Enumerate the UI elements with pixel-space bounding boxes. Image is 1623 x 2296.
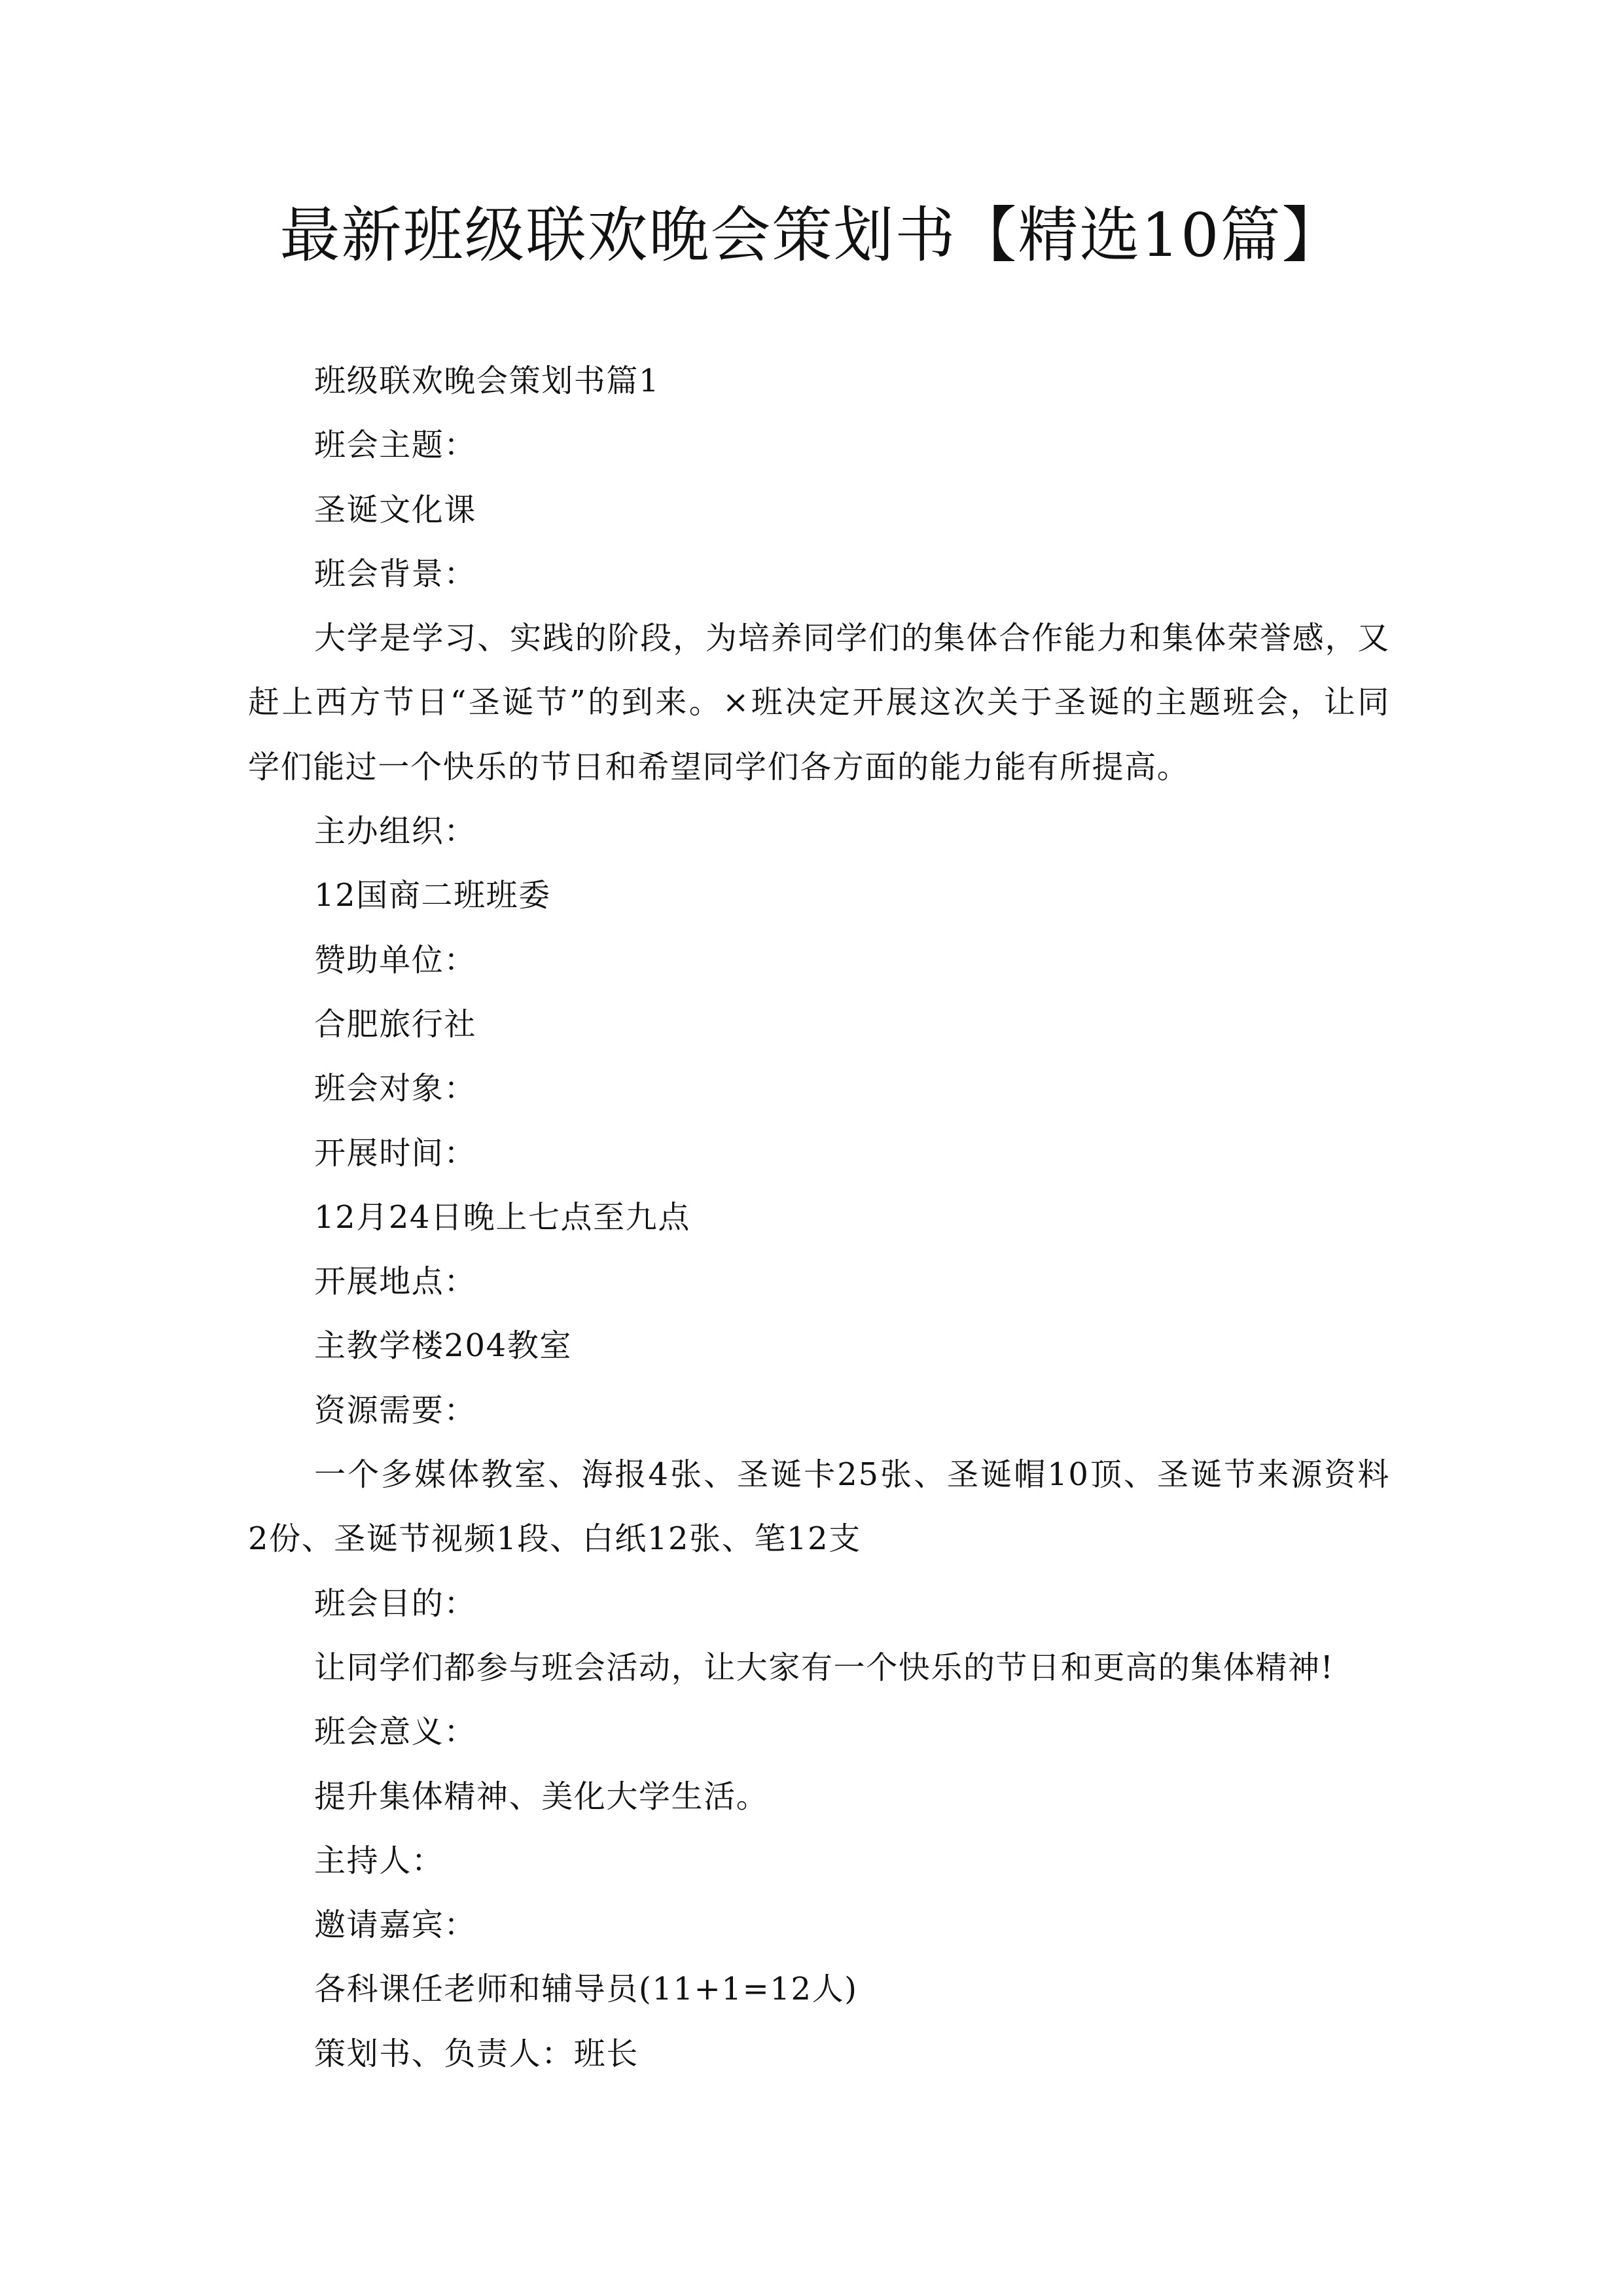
resources-paragraph-line: 一个多媒体教室、海报4张、圣诞卡25张、圣诞帽10顶、圣诞节来源资料 — [314, 1456, 1390, 1494]
value-purpose: 让同学们都参与班会活动，让大家有一个快乐的节日和更高的集体精神! — [314, 1649, 1334, 1686]
document-body — [248, 349, 1390, 2086]
background-paragraph-line: 学们能过一个快乐的节日和希望同学们各方面的能力能有所提高。 — [248, 748, 1190, 785]
label-theme: 班会主题： — [314, 427, 477, 464]
value-guests: 各科课任老师和辅导员(11+1=12人) — [314, 1971, 858, 2008]
section-heading: 班级联欢晚会策划书篇1 — [314, 363, 660, 399]
label-background: 班会背景： — [314, 555, 477, 592]
value-theme: 圣诞文化课 — [314, 491, 477, 528]
label-sponsor: 赞助单位： — [314, 941, 477, 978]
value-significance: 提升集体精神、美化大学生活。 — [314, 1778, 769, 1815]
label-guests: 邀请嘉宾： — [314, 1907, 477, 1944]
label-planner: 策划书、负责人：班长 — [314, 2035, 639, 2072]
resources-paragraph-line: 2份、圣诞节视频1段、白纸12张、笔12支 — [248, 1520, 861, 1558]
label-significance: 班会意义： — [314, 1713, 477, 1751]
label-purpose: 班会目的： — [314, 1585, 477, 1622]
value-sponsor: 合肥旅行社 — [314, 1005, 477, 1043]
label-resources: 资源需要： — [314, 1391, 477, 1429]
background-paragraph-line: 大学是学习、实践的阶段，为培养同学们的集体合作能力和集体荣誉感，又 — [314, 620, 1390, 657]
value-location: 主教学楼204教室 — [314, 1327, 573, 1365]
value-time: 12月24日晚上七点至九点 — [314, 1198, 690, 1236]
label-organizer: 主办组织： — [314, 813, 477, 850]
document-title: 最新班级联欢晚会策划书【精选10篇】 — [279, 200, 1344, 270]
value-organizer: 12国商二班班委 — [314, 877, 551, 914]
label-audience: 班会对象： — [314, 1070, 477, 1107]
label-location: 开展地点： — [314, 1263, 477, 1300]
background-paragraph-line: 赶上西方节日“圣诞节”的到来。×班决定开展这次关于圣诞的主题班会，让同 — [248, 684, 1390, 721]
label-time: 开展时间： — [314, 1134, 477, 1172]
label-host: 主持人： — [314, 1842, 444, 1879]
